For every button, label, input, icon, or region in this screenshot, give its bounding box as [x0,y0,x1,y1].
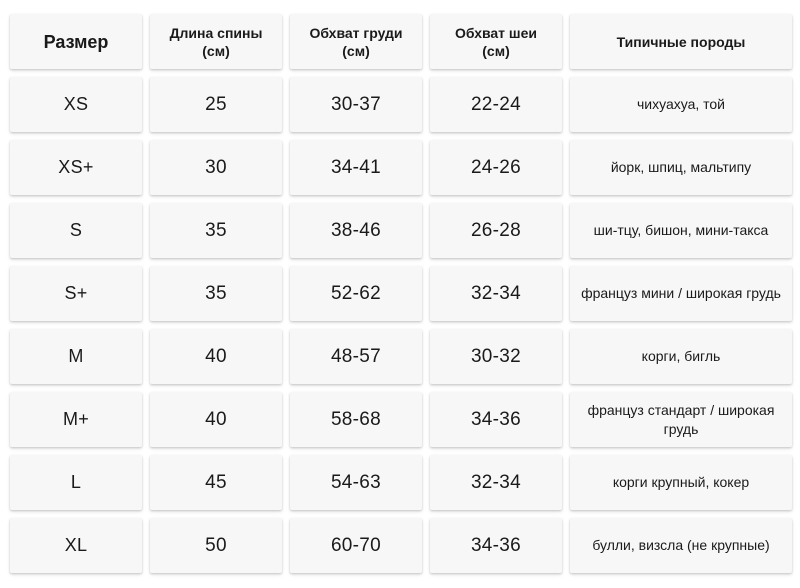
header-chest-girth-unit: (см) [342,42,370,59]
cell-chest-girth: 38-46 [290,203,422,258]
header-back-length-label: Длина спины [169,24,263,41]
cell-breeds: француз стандарт / широкая грудь [570,392,792,447]
cell-chest-girth: 34-41 [290,140,422,195]
cell-chest-girth: 48-57 [290,329,422,384]
cell-back-length: 40 [150,392,282,447]
cell-neck-girth: 26-28 [430,203,562,258]
cell-breeds: корги, бигль [570,329,792,384]
cell-chest-girth: 58-68 [290,392,422,447]
cell-neck-girth: 32-34 [430,455,562,510]
cell-chest-girth: 54-63 [290,455,422,510]
cell-back-length: 35 [150,203,282,258]
cell-size: M [10,329,142,384]
cell-back-length: 45 [150,455,282,510]
header-chest-girth-label: Обхват груди [309,24,403,41]
cell-size: XL [10,518,142,573]
header-neck-girth-unit: (см) [482,42,510,59]
cell-breeds: корги крупный, кокер [570,455,792,510]
cell-neck-girth: 22-24 [430,77,562,132]
cell-size: S [10,203,142,258]
cell-neck-girth: 34-36 [430,518,562,573]
cell-size: M+ [10,392,142,447]
cell-back-length: 30 [150,140,282,195]
cell-size: S+ [10,266,142,321]
header-breeds [570,14,792,69]
cell-chest-girth: 60-70 [290,518,422,573]
cell-chest-girth: 52-62 [290,266,422,321]
header-back-length [150,14,282,69]
cell-breeds: булли, визсла (не крупные) [570,518,792,573]
cell-neck-girth: 30-32 [430,329,562,384]
header-neck-girth [430,14,562,69]
cell-breeds: чихуахуа, той [570,77,792,132]
cell-neck-girth: 32-34 [430,266,562,321]
cell-breeds: француз мини / широкая грудь [570,266,792,321]
cell-size: XS [10,77,142,132]
cell-size: XS+ [10,140,142,195]
header-neck-girth-label: Обхват шеи [455,24,537,41]
cell-neck-girth: 24-26 [430,140,562,195]
header-breeds-label: Типичные породы [616,33,746,50]
header-size-label: Размер [43,31,109,52]
cell-back-length: 35 [150,266,282,321]
cell-back-length: 50 [150,518,282,573]
header-size [10,14,142,69]
cell-breeds: ши-тцу, бишон, мини-такса [570,203,792,258]
header-back-length-unit: (см) [202,42,230,59]
cell-size: L [10,455,142,510]
cell-back-length: 40 [150,329,282,384]
cell-breeds: йорк, шпиц, мальтипу [570,140,792,195]
cell-chest-girth: 30-37 [290,77,422,132]
size-table [10,14,792,573]
cell-back-length: 25 [150,77,282,132]
cell-neck-girth: 34-36 [430,392,562,447]
header-chest-girth [290,14,422,69]
